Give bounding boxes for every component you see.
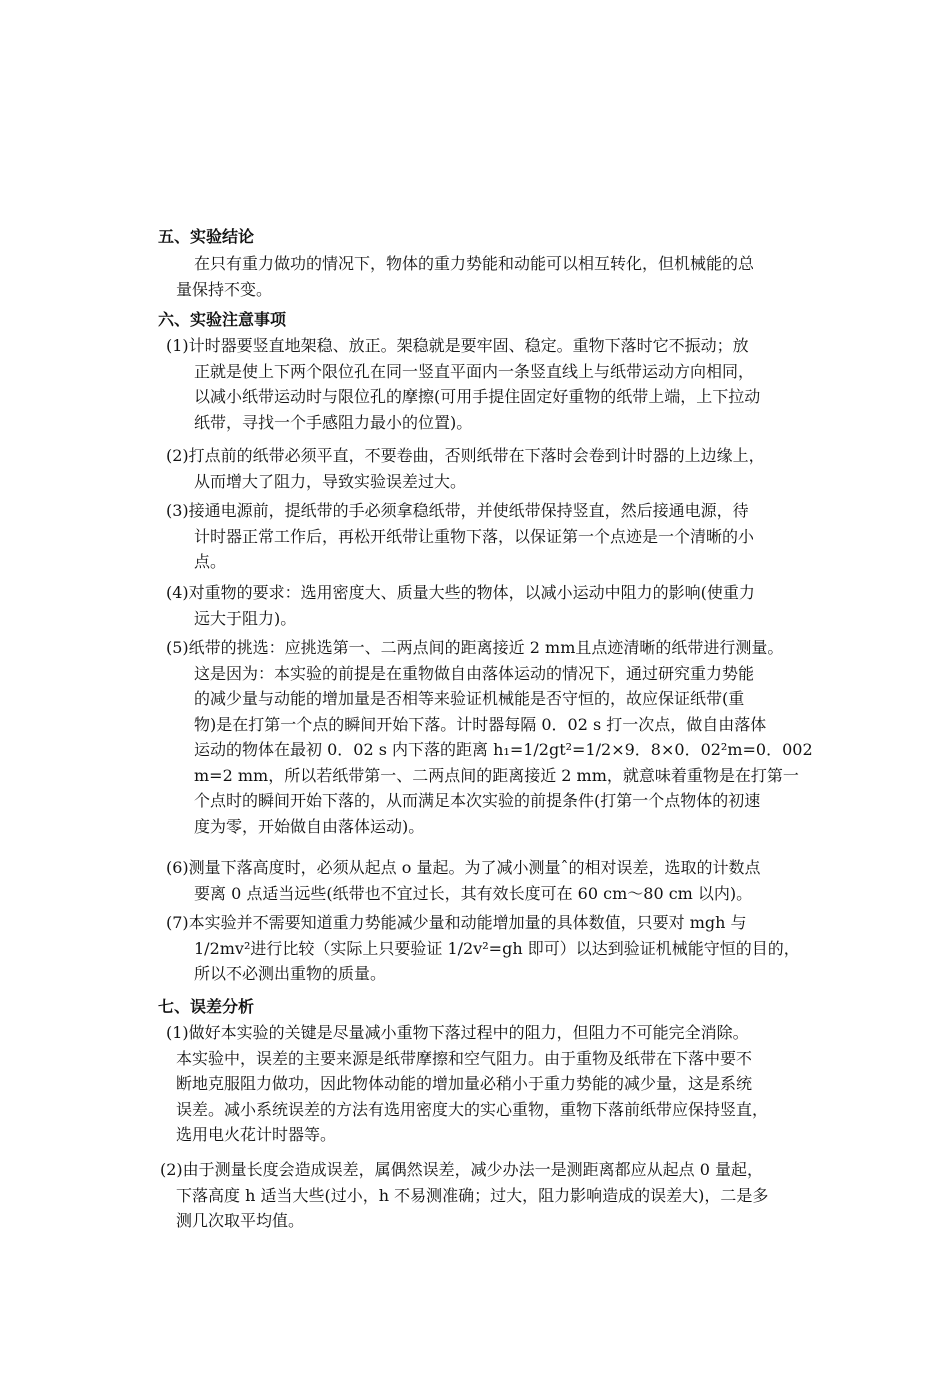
conclusion-paragraph-cont	[176, 277, 272, 303]
item-line: 选用电火花计时器等。	[176, 1125, 337, 1144]
item-line: (2)打点前的纸带必须平直，不要卷曲，否则纸带在下落时会卷到计时器的上边缘上，	[166, 446, 765, 465]
item-line: 度为零，开始做自由落体运动)。	[194, 816, 425, 836]
error-item-1	[166, 1020, 768, 1148]
item-line: (2)由于测量长度会造成误差，属偶然误差，减少办法一是测距离都应从起点 0 量起，	[160, 1160, 764, 1179]
item-line: 正就是使上下两个限位孔在同一竖直平面内一条竖直线上与纸带运动方向相同，	[194, 361, 755, 381]
item-line: (5)纸带的挑选：应挑选第一、二两点间的距离接近 2 mm且点迹清晰的纸带进行测量。	[166, 638, 784, 657]
conclusion-line: 量保持不变。	[176, 280, 273, 299]
item-line: 误差。减小系统误差的方法有选用密度大的实心重物，重物下落前纸带应保持竖直，	[176, 1099, 769, 1119]
item-line: 下落高度 h 适当大些(过小，h 不易测准确；过大，阻力影响造成的误差大)，二是多	[176, 1185, 769, 1205]
item-line: (1)计时器要竖直地架稳、放正。架稳就是要牢固、稳定。重物下落时它不振动；放	[166, 336, 749, 355]
precaution-item-6	[166, 855, 866, 906]
item-line: m=2 mm，所以若纸带第一、二两点间的距离接近 2 mm，就意味着重物是在打第一	[194, 765, 799, 785]
item-line: (3)接通电源前，提纸带的手必须拿稳纸带，并使纸带保持竖直，然后接通电源，待	[166, 501, 749, 520]
precaution-item-1	[166, 333, 866, 435]
item-line: 本实验中，误差的主要来源是纸带摩擦和空气阻力。由于重物及纸带在下落中要不	[176, 1048, 753, 1068]
item-line: 要离 0 点适当远些(纸带也不宜过长，其有效长度可在 60 cm～80 cm 以内)。	[194, 883, 753, 903]
item-line: 以减小纸带运动时与限位孔的摩擦(可用手提住固定好重物的纸带上端，上下拉动	[194, 387, 761, 406]
item-line: 计时器正常工作后，再松开纸带让重物下落，以保证第一个点迹是一个清晰的小	[194, 526, 755, 546]
item-line: 断地克服阻力做功，因此物体动能的增加量必稍小于重力势能的减少量，这是系统	[176, 1074, 753, 1093]
item-line: 纸带，寻找一个手感阻力最小的位置)。	[194, 412, 473, 432]
item-line: 个点时的瞬间开始下落的，从而满足本次实验的前提条件(打第一个点物体的初速	[194, 791, 761, 810]
precaution-item-4	[166, 580, 866, 631]
precaution-item-2	[166, 443, 866, 494]
item-line: (1)做好本实验的关键是尽量减小重物下落过程中的阻力，但阻力不可能完全消除。	[166, 1023, 749, 1042]
item-line: 所以不必测出重物的质量。	[194, 964, 387, 983]
item-line: 1/2mv²进行比较（实际上只要验证 1/2v²=gh 即可）以达到验证机械能守恒的目的，	[194, 938, 800, 958]
error-item-2	[160, 1157, 768, 1234]
item-line: 从而增大了阻力，导致实验误差过大。	[194, 471, 467, 491]
precaution-item-3	[166, 498, 866, 575]
item-line: 物)是在打第一个点的瞬间开始下落。计时器每隔 0．02 s 打一次点，做自由落体	[194, 714, 767, 734]
item-line: 测几次取平均值。	[176, 1211, 305, 1230]
conclusion-paragraph	[194, 251, 754, 277]
precaution-item-7	[166, 910, 866, 987]
section-heading-conclusion: 五、实验结论	[158, 227, 255, 246]
section-heading-error-analysis: 七、误差分析	[158, 997, 255, 1016]
conclusion-line: 在只有重力做功的情况下，物体的重力势能和动能可以相互转化，但机械能的总	[194, 254, 755, 273]
item-line: 运动的物体在最初 0．02 s 内下落的距离 h₁=1/2gt²=1/2×9．8×0．02²m=0．002	[194, 740, 813, 759]
item-line: 远大于阻力)。	[194, 608, 297, 628]
item-line: 的减少量与动能的增加量是否相等来验证机械能是否守恒的，故应保证纸带(重	[194, 689, 745, 708]
section-heading-precautions: 六、实验注意事项	[158, 310, 287, 329]
item-line: 点。	[194, 552, 227, 571]
item-line: (6)测量下落高度时，必须从起点 o 量起。为了减小测量ˆ的相对误差，选取的计数点	[166, 858, 761, 877]
item-line: 这是因为：本实验的前提是在重物做自由落体运动的情况下，通过研究重力势能	[194, 663, 755, 683]
precaution-item-5	[166, 635, 866, 839]
item-line: (7)本实验并不需要知道重力势能减少量和动能增加量的具体数值，只要对 mgh 与	[166, 913, 747, 932]
item-line: (4)对重物的要求：选用密度大、质量大些的物体，以减小运动中阻力的影响(使重力	[166, 583, 755, 602]
